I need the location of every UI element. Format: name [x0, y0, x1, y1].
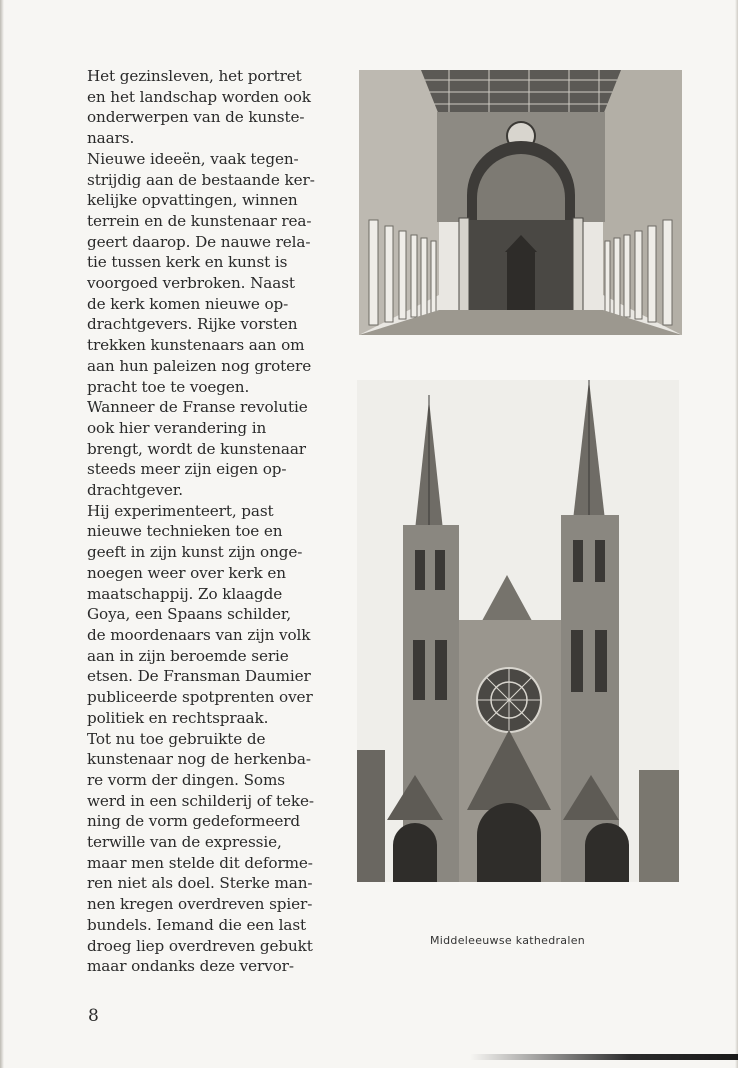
body-text-line: drachtgever. — [87, 481, 183, 500]
body-text-line: kunstenaar nog de herkenba- — [87, 750, 311, 769]
body-text-line: ning de vorm gedeformeerd — [87, 812, 301, 831]
body-text-line: Goya, een Spaans schilder, — [87, 605, 292, 624]
page-number: 8 — [88, 1006, 99, 1026]
basilica-interior-illustration — [359, 70, 682, 335]
body-text-line: noegen weer over kerk en — [87, 563, 286, 582]
body-text-line: de kerk komen nieuwe op- — [87, 294, 289, 313]
page-edge-shadow-left — [0, 0, 4, 1068]
body-text-line: maar men stelde dit deforme- — [87, 853, 313, 872]
body-text-line: re vorm der dingen. Soms — [87, 770, 285, 789]
body-text-line: naars. — [87, 129, 135, 148]
body-text-line: en het landschap worden ook — [87, 87, 311, 106]
body-text-line: terwille van de expressie, — [87, 833, 282, 852]
body-text-line: onderwerpen van de kunste- — [87, 108, 305, 127]
body-text-line: nieuwe technieken toe en — [87, 522, 283, 541]
body-text-line: kelijke opvattingen, winnen — [87, 191, 298, 210]
body-text-line: Wanneer de Franse revolutie — [87, 398, 308, 417]
body-text-line: tie tussen kerk en kunst is — [87, 253, 288, 272]
gothic-cathedral-illustration — [357, 380, 679, 882]
body-text-line: Het gezinsleven, het portret — [87, 67, 302, 85]
body-text-line: trekken kunstenaars aan om — [87, 336, 305, 355]
body-text-line: bundels. Iemand die een last — [87, 915, 307, 934]
body-text-line: steeds meer zijn eigen op- — [87, 460, 287, 479]
body-text-line: pracht toe te voegen. — [87, 377, 250, 396]
body-text-line: etsen. De Fransman Daumier — [87, 667, 311, 686]
photo-caption: Middeleeuwse kathedralen — [430, 934, 586, 947]
body-text-line: Tot nu toe gebruikte de — [87, 729, 266, 748]
body-text-line: werd in een schilderij of teke- — [87, 791, 314, 810]
body-text-line: nen kregen overdreven spier- — [87, 895, 313, 914]
body-text-line: ook hier verandering in — [87, 418, 267, 437]
body-text-line: strijdig aan de bestaande ker- — [87, 170, 315, 189]
body-text-line: Hij experimenteert, past — [87, 501, 274, 520]
body-text-line: geeft in zijn kunst zijn onge- — [87, 543, 303, 562]
body-text-line: de moordenaars van zijn volk — [87, 625, 311, 644]
body-text-line: publiceerde spotprenten over — [87, 688, 313, 707]
body-text-line: Nieuwe ideeën, vaak tegen- — [87, 149, 299, 168]
body-text-line: geert daarop. De nauwe rela- — [87, 232, 311, 251]
gothic-cathedral-photo — [357, 380, 679, 882]
body-text-line: maar ondanks deze vervor- — [87, 957, 294, 976]
body-text-line: ren niet als doel. Sterke man- — [87, 874, 313, 893]
body-text-line: maatschappij. Zo klaagde — [87, 584, 283, 603]
body-text-line: politiek en rechtspraak. — [87, 708, 269, 727]
body-text-line: brengt, wordt de kunstenaar — [87, 439, 306, 458]
body-text-line: voorgoed verbroken. Naast — [87, 274, 295, 293]
body-text-line: drachtgevers. Rijke vorsten — [87, 315, 298, 334]
body-text-line: terrein en de kunstenaar rea- — [87, 211, 312, 230]
body-text-column — [87, 66, 357, 977]
body-text-line: aan in zijn beroemde serie — [87, 646, 289, 665]
body-text-line: droeg liep overdreven gebukt — [87, 936, 313, 955]
basilica-interior-photo — [359, 70, 682, 335]
page-bottom-shadow — [470, 1054, 738, 1060]
body-text-line: aan hun paleizen nog grotere — [87, 356, 312, 375]
